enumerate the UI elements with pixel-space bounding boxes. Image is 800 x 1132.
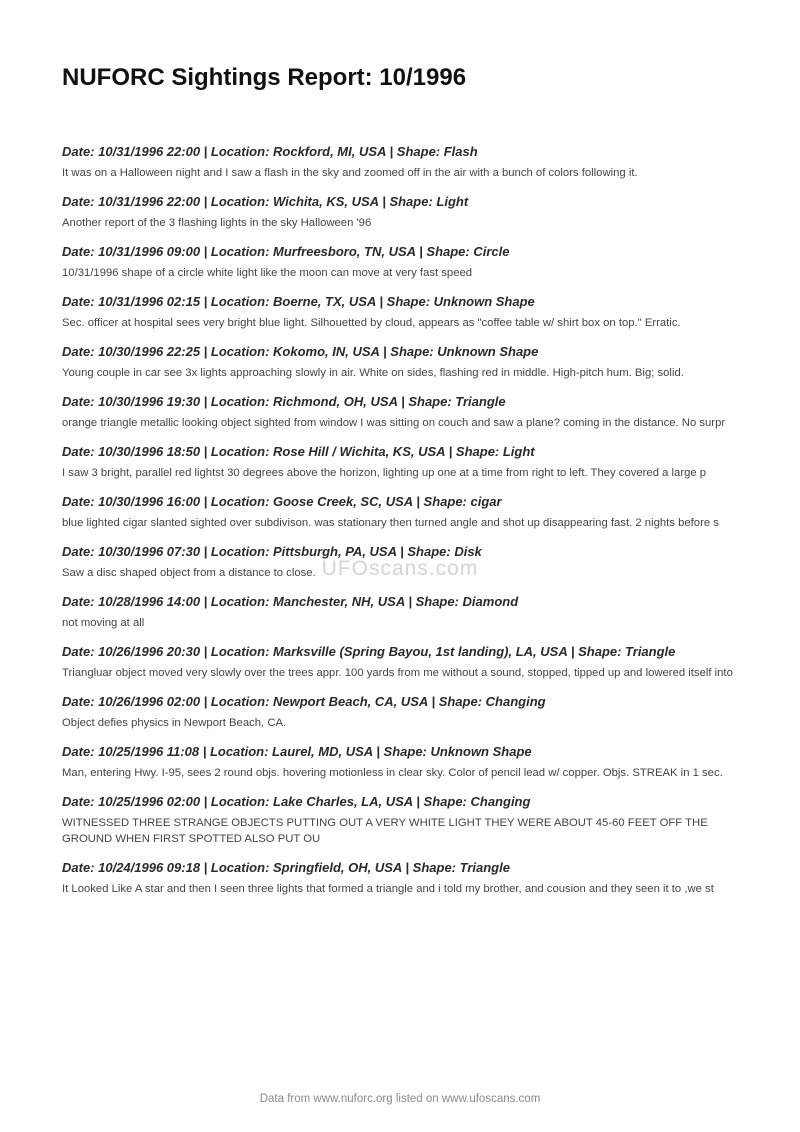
sighting-description: Saw a disc shaped object from a distance to close. bbox=[62, 567, 316, 579]
sighting-entry bbox=[62, 694, 742, 731]
sighting-header: Date: 10/30/1996 18:50 | Location: Rose Hill / Wichita, KS, USA | Shape: Light bbox=[62, 444, 535, 459]
page-footer: Data from www.nuforc.org listed on www.ufoscans.com bbox=[259, 1093, 541, 1105]
sighting-entry bbox=[62, 544, 742, 581]
sighting-header: Date: 10/24/1996 09:18 | Location: Springfield, OH, USA | Shape: Triangle bbox=[62, 860, 510, 875]
sighting-description: 10/31/1996 shape of a circle white light like the moon can move at very fast speed bbox=[62, 267, 473, 279]
sighting-description: Another report of the 3 flashing lights in the sky Halloween '96 bbox=[62, 217, 372, 229]
sighting-header: Date: 10/26/1996 20:30 | Location: Marksville (Spring Bayou, 1st landing), LA, USA | Shape: Triangle bbox=[62, 644, 676, 659]
sighting-description: It Looked Like A star and then I seen three lights that formed a triangle and i told my brother, and cousion and they seen it to ,we st bbox=[62, 883, 714, 895]
sighting-description: Sec. officer at hospital sees very bright blue light. Silhouetted by cloud, appears as "coffee table w/ shirt box on top." Erratic. bbox=[62, 317, 681, 329]
sighting-description: Object defies physics in Newport Beach, CA. bbox=[62, 717, 287, 729]
sighting-entry bbox=[62, 394, 742, 431]
sighting-header: Date: 10/30/1996 16:00 | Location: Goose Creek, SC, USA | Shape: cigar bbox=[62, 494, 502, 509]
sighting-header: Date: 10/31/1996 09:00 | Location: Murfreesboro, TN, USA | Shape: Circle bbox=[62, 244, 510, 259]
sighting-description: WITNESSED THREE STRANGE OBJECTS PUTTING OUT A VERY WHITE LIGHT THEY WERE ABOUT 45-60 FEET OFF THE GROUND WHEN FIRST SPOTTED ALSO PUT OU bbox=[62, 817, 708, 845]
sighting-entry bbox=[62, 494, 742, 531]
sighting-entry bbox=[62, 444, 742, 481]
sighting-entry bbox=[62, 744, 742, 781]
sighting-header: Date: 10/30/1996 22:25 | Location: Kokomo, IN, USA | Shape: Unknown Shape bbox=[62, 344, 539, 359]
sighting-header: Date: 10/26/1996 02:00 | Location: Newport Beach, CA, USA | Shape: Changing bbox=[62, 694, 546, 709]
sighting-header: Date: 10/28/1996 14:00 | Location: Manchester, NH, USA | Shape: Diamond bbox=[62, 594, 519, 609]
sighting-entry bbox=[62, 860, 742, 897]
sighting-header: Date: 10/25/1996 02:00 | Location: Lake Charles, LA, USA | Shape: Changing bbox=[62, 794, 531, 809]
sighting-entry bbox=[62, 144, 742, 181]
sighting-description: Man, entering Hwy. I-95, sees 2 round objs. hovering motionless in clear sky. Color of pencil lead w/ copper. Objs. STREAK in 1 sec. bbox=[62, 767, 723, 779]
sighting-description: I saw 3 bright, parallel red lightst 30 degrees above the horizon, lighting up one at a time from right to left. They covered a large p bbox=[62, 467, 707, 479]
sighting-header: Date: 10/31/1996 02:15 | Location: Boerne, TX, USA | Shape: Unknown Shape bbox=[62, 294, 535, 309]
sighting-header: Date: 10/31/1996 22:00 | Location: Rockford, MI, USA | Shape: Flash bbox=[62, 144, 478, 159]
sighting-entry bbox=[62, 644, 742, 681]
sighting-description: orange triangle metallic looking object sighted from window I was sitting on couch and saw a plane? coming in the distance. No surpr bbox=[62, 417, 726, 429]
sighting-header: Date: 10/30/1996 19:30 | Location: Richmond, OH, USA | Shape: Triangle bbox=[62, 394, 506, 409]
sighting-header: Date: 10/30/1996 07:30 | Location: Pittsburgh, PA, USA | Shape: Disk bbox=[62, 544, 482, 559]
sighting-header: Date: 10/25/1996 11:08 | Location: Laurel, MD, USA | Shape: Unknown Shape bbox=[62, 744, 532, 759]
sighting-entry bbox=[62, 344, 742, 381]
sighting-entry bbox=[62, 294, 742, 331]
sighting-description: blue lighted cigar slanted sighted over subdivison. was stationary then turned angle and shot up disappearing fast. 2 nights before s bbox=[62, 517, 719, 529]
sighting-entry bbox=[62, 594, 742, 631]
sighting-entry bbox=[62, 794, 742, 847]
sighting-description: not moving at all bbox=[62, 617, 145, 629]
sighting-description: Young couple in car see 3x lights approaching slowly in air. White on sides, flashing red in middle. High-pitch hum. Big; solid. bbox=[62, 367, 684, 379]
page-title: NUFORC Sightings Report: 10/1996 bbox=[62, 64, 467, 91]
sighting-entry bbox=[62, 244, 742, 281]
watermark: UFOscans.com bbox=[321, 557, 479, 580]
sightings-list bbox=[62, 144, 742, 910]
sighting-entry bbox=[62, 194, 742, 231]
sighting-description: Triangluar object moved very slowly over the trees appr. 100 yards from me without a sound, stopped, tipped up and lowered itself into bbox=[62, 667, 733, 679]
sighting-header: Date: 10/31/1996 22:00 | Location: Wichita, KS, USA | Shape: Light bbox=[62, 194, 469, 209]
sighting-description: It was on a Halloween night and I saw a flash in the sky and zoomed off in the air with a bunch of colors following it. bbox=[62, 167, 638, 179]
